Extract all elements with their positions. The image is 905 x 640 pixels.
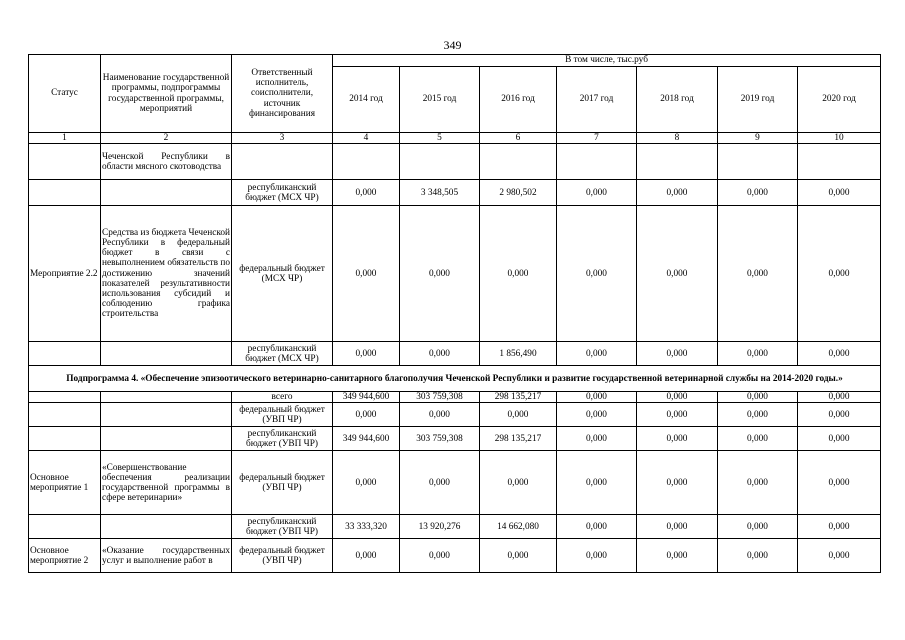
value-cell: 0,000 [637, 403, 718, 427]
name-cell [101, 403, 232, 427]
header-responsible: Ответственный исполнитель, соисполнители, источник финансирования [232, 55, 333, 133]
value-cell: 0,000 [718, 206, 798, 342]
col-number: 2 [101, 133, 232, 144]
name-cell [101, 392, 232, 403]
value-cell: 0,000 [400, 403, 480, 427]
value-cell: 0,000 [637, 392, 718, 403]
source-cell: республиканский бюджет (МСХ ЧР) [232, 342, 333, 366]
table-row [29, 539, 881, 573]
col-number: 4 [333, 133, 400, 144]
value-cell: 0,000 [480, 451, 557, 515]
header-year: 2016 год [480, 67, 557, 133]
value-cell: 0,000 [557, 515, 637, 539]
col-number: 5 [400, 133, 480, 144]
value-cell: 0,000 [637, 451, 718, 515]
table-row [29, 427, 881, 451]
status-cell: Основное мероприятие 2 [29, 539, 101, 573]
value-cell: 0,000 [718, 342, 798, 366]
col-number: 9 [718, 133, 798, 144]
table-row [29, 144, 881, 180]
value-cell [480, 144, 557, 180]
value-cell: 298 135,217 [480, 392, 557, 403]
value-cell: 14 662,080 [480, 515, 557, 539]
value-cell: 0,000 [557, 403, 637, 427]
value-cell: 0,000 [400, 342, 480, 366]
value-cell: 0,000 [718, 180, 798, 206]
value-cell: 0,000 [557, 180, 637, 206]
header-status: Статус [29, 55, 101, 133]
table-row [29, 451, 881, 515]
value-cell: 0,000 [798, 180, 881, 206]
value-cell: 0,000 [333, 342, 400, 366]
value-cell: 0,000 [400, 539, 480, 573]
value-cell: 3 348,505 [400, 180, 480, 206]
value-cell: 13 920,276 [400, 515, 480, 539]
header-year: 2018 год [637, 67, 718, 133]
value-cell: 0,000 [400, 451, 480, 515]
value-cell: 33 333,320 [333, 515, 400, 539]
value-cell: 303 759,308 [400, 392, 480, 403]
status-cell [29, 342, 101, 366]
table-row [29, 403, 881, 427]
value-cell [798, 144, 881, 180]
header-name: Наименование государственной программы, подпрограммы государственной программы, мероприятий [101, 55, 232, 133]
name-cell: Чеченской Республики в области мясного скотоводства [101, 144, 232, 180]
value-cell: 0,000 [637, 342, 718, 366]
value-cell: 0,000 [480, 403, 557, 427]
table-row [29, 392, 881, 403]
value-cell: 0,000 [718, 427, 798, 451]
value-cell: 0,000 [718, 451, 798, 515]
value-cell: 0,000 [333, 451, 400, 515]
header-incl: В том числе, тыс.руб [333, 55, 881, 67]
header-year: 2020 год [798, 67, 881, 133]
value-cell: 0,000 [557, 342, 637, 366]
value-cell: 0,000 [798, 451, 881, 515]
value-cell: 0,000 [557, 206, 637, 342]
value-cell [400, 144, 480, 180]
name-cell: «Совершенствование обеспечения реализации государственной программы в сфере ветеринарии» [101, 451, 232, 515]
name-cell: Средства из бюджета Чеченской Республики в федеральный бюджет в связи с невыполнением обязательств по достижению значений показателей результативности использования субсидий и соблюдению графика строительства [101, 206, 232, 342]
value-cell: 0,000 [333, 206, 400, 342]
value-cell: 0,000 [333, 180, 400, 206]
status-cell [29, 144, 101, 180]
value-cell: 0,000 [798, 539, 881, 573]
value-cell: 0,000 [798, 392, 881, 403]
source-cell: всего [232, 392, 333, 403]
table-row [29, 342, 881, 366]
value-cell: 349 944,600 [333, 427, 400, 451]
name-cell [101, 342, 232, 366]
subprogram-title: Подпрограмма 4. «Обеспечение эпизоотического ветеринарно-санитарного благополучия Чеченской Республики и развитие государственной ветеринарной службы на 2014-2020 годы.» [29, 366, 881, 392]
col-number: 3 [232, 133, 333, 144]
value-cell [718, 144, 798, 180]
table-row [29, 180, 881, 206]
status-cell [29, 427, 101, 451]
value-cell: 0,000 [718, 403, 798, 427]
header-year: 2019 год [718, 67, 798, 133]
value-cell: 303 759,308 [400, 427, 480, 451]
name-cell [101, 515, 232, 539]
value-cell: 0,000 [557, 427, 637, 451]
status-cell [29, 403, 101, 427]
table-row [29, 515, 881, 539]
value-cell: 1 856,490 [480, 342, 557, 366]
status-cell: Основное мероприятие 1 [29, 451, 101, 515]
name-cell: «Оказание государственных услуг и выполнение работ в [101, 539, 232, 573]
page-number: 349 [443, 38, 462, 52]
value-cell: 0,000 [637, 206, 718, 342]
table-row [29, 206, 881, 342]
value-cell [333, 144, 400, 180]
source-cell [232, 144, 333, 180]
value-cell: 0,000 [557, 451, 637, 515]
value-cell: 0,000 [798, 206, 881, 342]
value-cell: 0,000 [333, 539, 400, 573]
value-cell: 0,000 [400, 206, 480, 342]
value-cell: 0,000 [798, 427, 881, 451]
source-cell: федеральный бюджет (УВП ЧР) [232, 403, 333, 427]
value-cell: 0,000 [480, 539, 557, 573]
value-cell: 0,000 [798, 515, 881, 539]
subprogram-row [29, 366, 881, 392]
status-cell [29, 392, 101, 403]
value-cell: 0,000 [637, 427, 718, 451]
name-cell [101, 427, 232, 451]
name-cell [101, 180, 232, 206]
source-cell: федеральный бюджет (УВП ЧР) [232, 539, 333, 573]
source-cell: республиканский бюджет (МСХ ЧР) [232, 180, 333, 206]
source-cell: республиканский бюджет (УВП ЧР) [232, 427, 333, 451]
value-cell: 0,000 [637, 180, 718, 206]
col-number: 7 [557, 133, 637, 144]
budget-table [28, 54, 881, 573]
value-cell: 0,000 [718, 539, 798, 573]
status-cell [29, 515, 101, 539]
value-cell: 0,000 [557, 539, 637, 573]
value-cell: 0,000 [637, 539, 718, 573]
source-cell: федеральный бюджет (УВП ЧР) [232, 451, 333, 515]
header-year: 2014 год [333, 67, 400, 133]
status-cell: Мероприятие 2.2 [29, 206, 101, 342]
status-cell [29, 180, 101, 206]
source-cell: республиканский бюджет (УВП ЧР) [232, 515, 333, 539]
value-cell: 0,000 [798, 403, 881, 427]
source-cell: федеральный бюджет (МСХ ЧР) [232, 206, 333, 342]
value-cell: 0,000 [637, 515, 718, 539]
value-cell: 0,000 [718, 515, 798, 539]
value-cell: 298 135,217 [480, 427, 557, 451]
value-cell [557, 144, 637, 180]
col-number: 6 [480, 133, 557, 144]
value-cell: 0,000 [333, 403, 400, 427]
value-cell: 0,000 [480, 206, 557, 342]
header-year: 2017 год [557, 67, 637, 133]
value-cell [637, 144, 718, 180]
col-number: 8 [637, 133, 718, 144]
value-cell: 349 944,600 [333, 392, 400, 403]
value-cell: 2 980,502 [480, 180, 557, 206]
col-number: 10 [798, 133, 881, 144]
col-number: 1 [29, 133, 101, 144]
value-cell: 0,000 [557, 392, 637, 403]
header-year: 2015 год [400, 67, 480, 133]
value-cell: 0,000 [718, 392, 798, 403]
value-cell: 0,000 [798, 342, 881, 366]
